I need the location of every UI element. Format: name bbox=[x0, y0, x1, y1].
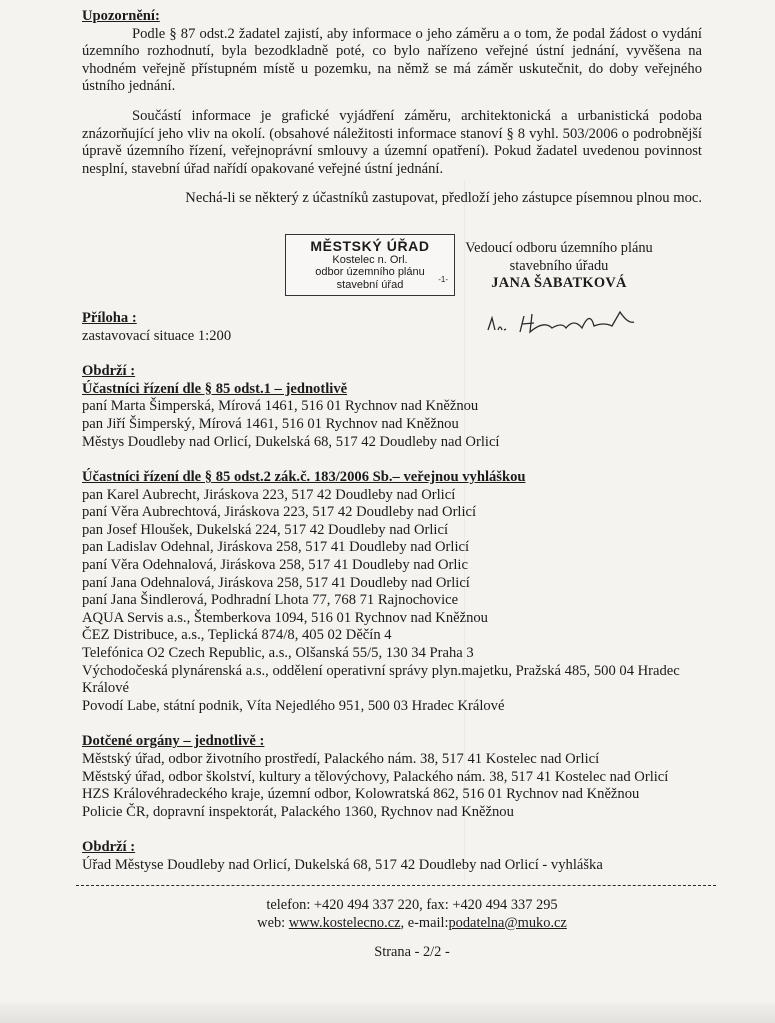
list-item: ČEZ Distribuce, a.s., Teplická 874/8, 405 02 Děčín 4 bbox=[82, 627, 392, 644]
page-bottom-edge bbox=[0, 1003, 775, 1023]
list-item: Městský úřad, odbor školství, kultury a tělovýchovy, Palackého nám. 38, 517 41 Kostelec nad Orlicí bbox=[82, 768, 669, 785]
stamp-line-2: odbor územního plánu bbox=[315, 266, 425, 279]
section1-list bbox=[82, 398, 702, 451]
attachment-item: zastavovací situace 1:200 bbox=[82, 327, 232, 344]
list-item: pan Karel Aubrecht, Jiráskova 223, 517 42 Doudleby nad Orlicí bbox=[82, 486, 456, 503]
list-item: Městys Doudleby nad Orlicí, Dukelská 68, 517 42 Doudleby nad Orlicí bbox=[82, 433, 500, 450]
section3-heading: Dotčené orgány – jednotlivě : bbox=[82, 733, 265, 750]
stamp-title: MĚSTSKÝ ÚŘAD bbox=[310, 237, 430, 254]
list-item: paní Jana Šindlerová, Podhradní Lhota 77, 768 71 Rajnochovice bbox=[82, 592, 459, 609]
notice-heading: Upozornění: bbox=[82, 8, 160, 24]
list-item: AQUA Servis a.s., Štemberkova 1094, 516 01 Rychnov nad Kněžnou bbox=[82, 609, 488, 626]
list-item: pan Josef Hloušek, Dukelská 224, 517 42 Doudleby nad Orlicí bbox=[82, 521, 448, 538]
handwritten-signature bbox=[482, 304, 642, 338]
notice-paragraph-2: Součástí informace je grafické vyjádření záměru, architektonická a urbanistická podoba znázorňující jeho vliv na okolí. (obsahové náležitosti informace stanoví § 8 vyhl. 503/2006 o podrobnější úpravě územního řízení, veřejnoprávní smlouvy a územní opatření). Pokud žadatel uvedenou povinnost nesplní, stavební úřad nařídí opakované veřejné ústní jednání. bbox=[82, 107, 702, 177]
attachment-heading: Příloha : bbox=[82, 309, 137, 326]
list-item: Městský úřad, odbor životního prostředí, Palackého nám. 38, 517 41 Kostelec nad Orlicí bbox=[82, 751, 600, 767]
footer-phone: telefon: +420 494 337 220, fax: +420 494 337 295 bbox=[266, 896, 558, 913]
recipients-heading-2: Obdrží : bbox=[82, 839, 136, 856]
list-item: paní Jana Odehnalová, Jiráskova 258, 517 41 Doudleby nad Orlicí bbox=[82, 574, 470, 591]
list-item: paní Věra Odehnalová, Jiráskova 258, 517 41 Doudleby nad Orlic bbox=[82, 557, 468, 574]
stamp-line-3: stavební úřad bbox=[336, 278, 404, 291]
final-recipient: Úřad Městyse Doudleby nad Orlicí, Dukelská 68, 517 42 Doudleby nad Orlicí - vyhláška bbox=[82, 856, 603, 873]
list-item: Východočeská plynárenská a.s., oddělení operativní správy plyn.majetku, Pražská 485, 500 04 Hradec Králové bbox=[82, 662, 680, 697]
list-item: pan Jiří Šimperský, Mírová 1461, 516 01 Rychnov nad Kněžnou bbox=[82, 415, 459, 432]
footer-contacts bbox=[122, 896, 702, 932]
footer-web-line bbox=[122, 914, 702, 932]
section2-heading: Účastníci řízení dle § 85 odst.2 zák.č. 183/2006 Sb.– veřejnou vyhláškou bbox=[82, 469, 526, 486]
list-item: paní Věra Aubrechtová, Jiráskova 223, 517 42 Doudleby nad Orlicí bbox=[82, 504, 477, 521]
section2-list bbox=[82, 487, 702, 716]
stamp-line-1: Kostelec n. Orl. bbox=[332, 253, 408, 266]
notice-paragraph-3: Nechá-li se některý z účastníků zastupovat, předloží jeho zástupce písemnou plnou moc. bbox=[185, 190, 702, 207]
office-stamp bbox=[285, 234, 455, 296]
signatory-role-1: Vedoucí odboru územního plánu bbox=[465, 239, 653, 256]
stamp-number: -1- bbox=[438, 275, 448, 285]
web-label: web: bbox=[257, 914, 289, 931]
section3-list bbox=[82, 751, 702, 821]
document-body bbox=[82, 8, 702, 961]
list-item: paní Marta Šimperská, Mírová 1461, 516 01 Rychnov nad Kněžnou bbox=[82, 398, 479, 415]
section1-heading: Účastníci řízení dle § 85 odst.1 – jednotlivě bbox=[82, 380, 348, 397]
page-number: Strana - 2/2 - bbox=[374, 943, 450, 960]
list-item: Policie ČR, dopravní inspektorát, Palackého 1360, Rychnov nad Kněžnou bbox=[82, 803, 514, 820]
email-label: , e-mail: bbox=[400, 914, 449, 931]
list-item: Telefónica O2 Czech Republic, a.s., Olšanská 55/5, 130 34 Praha 3 bbox=[82, 645, 474, 662]
email-link[interactable]: podatelna@muko.cz bbox=[448, 914, 567, 931]
signatory-name: JANA ŠABATKOVÁ bbox=[491, 275, 627, 292]
list-item: pan Ladislav Odehnal, Jiráskova 258, 517 41 Doudleby nad Orlicí bbox=[82, 539, 470, 556]
notice-paragraph-1: Podle § 87 odst.2 žadatel zajistí, aby informace o jeho záměru a o tom, že podal žádost o vydání územního rozhodnutí, byla bezodkladně poté, co bylo nařízeno veřejné ústní jednání, vyvěšena na vhodném veřejně přístupném místě u pozemku, na němž se má záměr uskutečnit, do doby veřejného ústního jednání. bbox=[82, 25, 702, 95]
signatory-role-2: stavebního úřadu bbox=[509, 257, 609, 274]
signatory-block bbox=[454, 240, 664, 293]
web-link[interactable]: www.kostelecno.cz bbox=[288, 914, 401, 931]
signature-area bbox=[82, 214, 702, 310]
dashed-divider bbox=[76, 885, 716, 886]
recipients-heading: Obdrží : bbox=[82, 363, 136, 380]
list-item: Povodí Labe, státní podnik, Víta Nejedlého 951, 500 03 Hradec Králové bbox=[82, 697, 505, 714]
list-item: HZS Královéhradeckého kraje, územní odbor, Kolowratská 862, 516 01 Rychnov nad Kněžnou bbox=[82, 786, 640, 803]
